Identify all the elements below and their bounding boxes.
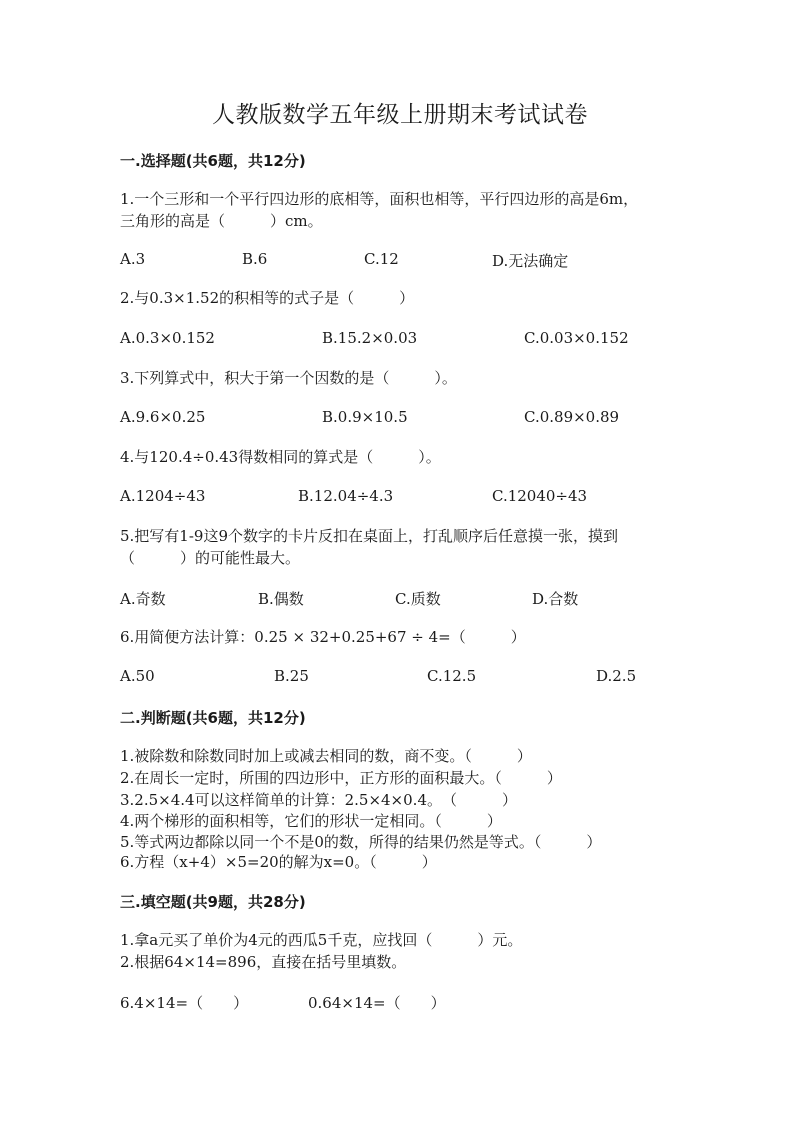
question-1-line2: 三角形的高是（ ）cm。 — [120, 212, 323, 230]
question-2: 2.与0.3×1.52的积相等的式子是（ ） — [120, 289, 415, 307]
section-heading-fill-blank: 三.填空题(共9题，共28分) — [120, 893, 306, 911]
q2-option-b: B.15.2×0.03 — [322, 329, 418, 347]
question-6: 6.用简便方法计算：0.25 × 32+0.25+67 ÷ 4=（ ） — [120, 628, 526, 646]
q2-option-a: A.0.3×0.152 — [120, 329, 215, 347]
q5-option-d: D.合数 — [532, 590, 579, 608]
q5-option-a: A.奇数 — [120, 590, 166, 608]
question-4: 4.与120.4÷0.43得数相同的算式是（ ）。 — [120, 448, 441, 466]
tf-item-1: 1.被除数和除数同时加上或减去相同的数，商不变。（ ） — [120, 747, 532, 765]
q6-option-d: D.2.5 — [596, 667, 637, 685]
section-heading-true-false: 二.判断题(共6题，共12分) — [120, 709, 306, 727]
q4-option-b: B.12.04÷4.3 — [298, 487, 394, 505]
question-1 — [120, 188, 680, 232]
question-5-line1: 5.把写有1-9这9个数字的卡片反扣在桌面上，打乱顺序后任意摸一张，摸到 — [120, 527, 619, 545]
q1-option-b: B.6 — [242, 250, 268, 268]
tf-item-6: 6.方程（x+4）×5=20的解为x=0。（ ） — [120, 853, 437, 871]
tf-item-2: 2.在周长一定时，所围的四边形中，正方形的面积最大。（ ） — [120, 769, 562, 787]
q4-option-a: A.1204÷43 — [120, 487, 206, 505]
section-heading-choice: 一.选择题(共6题，共12分) — [120, 152, 306, 170]
q3-option-b: B.0.9×10.5 — [322, 408, 408, 426]
question-1-line1: 1.一个三形和一个平行四边形的底相等，面积也相等，平行四边形的高是6m， — [120, 190, 639, 208]
question-3: 3.下列算式中，积大于第一个因数的是（ ）。 — [120, 369, 457, 387]
q5-option-b: B.偶数 — [258, 590, 304, 608]
q6-option-a: A.50 — [120, 667, 155, 685]
q4-option-c: C.12040÷43 — [492, 487, 588, 505]
q2-option-c: C.0.03×0.152 — [524, 329, 629, 347]
q6-option-c: C.12.5 — [427, 667, 477, 685]
q1-option-d: D.无法确定 — [492, 252, 569, 270]
q1-option-a: A.3 — [120, 250, 146, 268]
q5-option-c: C.质数 — [395, 590, 441, 608]
question-5-line2: （ ）的可能性最大。 — [120, 549, 301, 567]
fill-blank-a: 6.4×14=（ ） — [120, 994, 249, 1012]
fill-item-2: 2.根据64×14=896，直接在括号里填数。 — [120, 953, 407, 971]
tf-item-3: 3.2.5×4.4可以这样简单的计算：2.5×4×0.4。 （ ） — [120, 791, 517, 809]
exam-title: 人教版数学五年级上册期末考试试卷 — [212, 102, 588, 128]
tf-item-5: 5.等式两边都除以同一个不是0的数，所得的结果仍然是等式。（ ） — [120, 833, 602, 851]
question-5 — [120, 525, 680, 569]
tf-item-4: 4.两个梯形的面积相等，它们的形状一定相同。（ ） — [120, 812, 502, 830]
q3-option-a: A.9.6×0.25 — [120, 408, 206, 426]
q6-option-b: B.25 — [274, 667, 309, 685]
fill-blank-b: 0.64×14=（ ） — [308, 994, 446, 1012]
q3-option-c: C.0.89×0.89 — [524, 408, 620, 426]
fill-item-1: 1.拿a元买了单价为4元的西瓜5千克，应找回（ ）元。 — [120, 931, 523, 949]
q1-option-c: C.12 — [364, 250, 399, 268]
